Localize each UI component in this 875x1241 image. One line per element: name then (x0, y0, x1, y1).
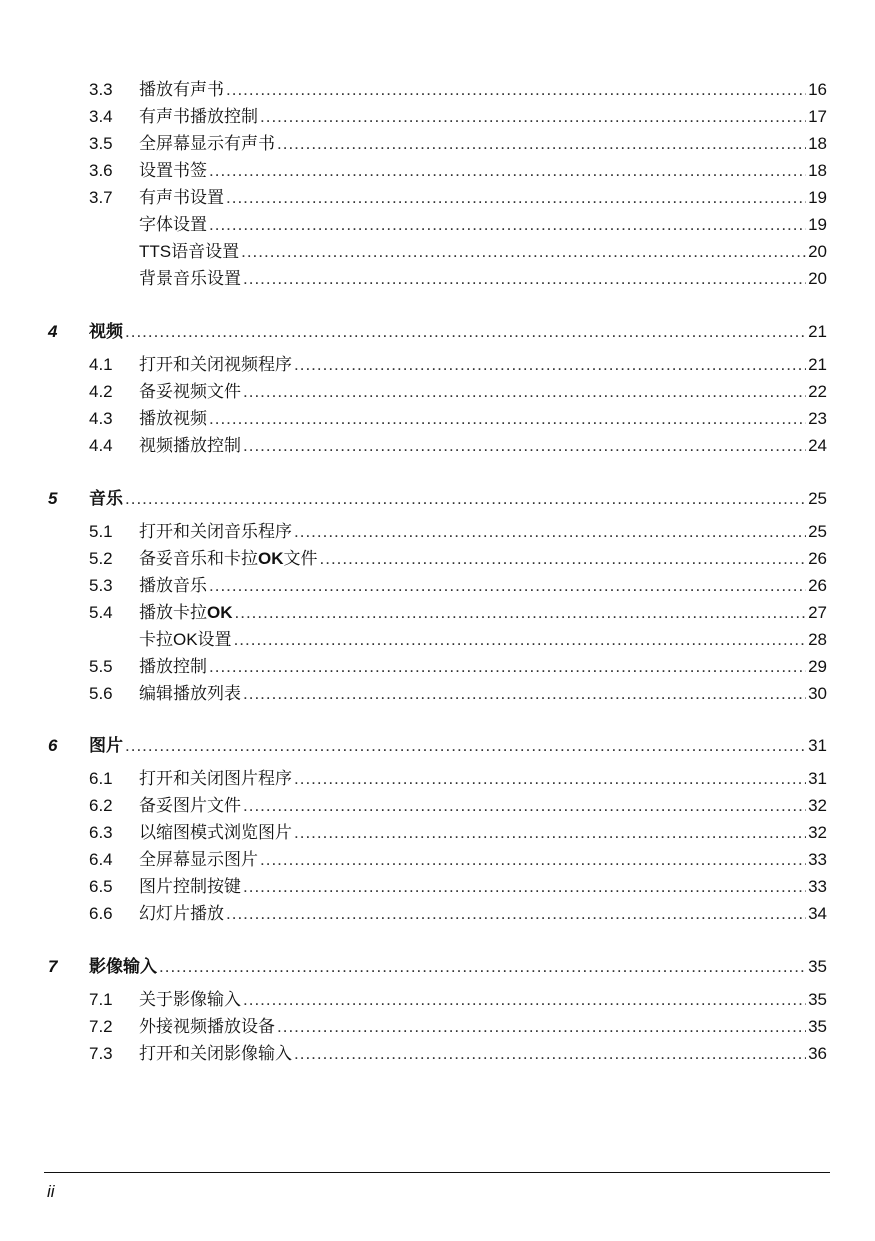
toc-entry-page-number: 35 (808, 1017, 827, 1036)
toc-entry-number: 6.1 (89, 769, 113, 788)
toc-section-entry[interactable] (0, 656, 875, 678)
toc-entry-page-number: 19 (808, 188, 827, 207)
toc-dot-leader (243, 683, 806, 705)
toc-entry-title: 以缩图模式浏览图片 (139, 823, 292, 842)
toc-dot-leader (320, 548, 807, 570)
toc-entry-line (139, 795, 827, 817)
toc-entry-number: 4.3 (89, 409, 113, 428)
toc-entry-page-number: 28 (808, 630, 827, 649)
toc-dot-leader (243, 876, 806, 898)
toc-entry-line (139, 629, 827, 651)
toc-entry-number: 7.3 (89, 1044, 113, 1063)
toc-entry-line (139, 575, 827, 597)
toc-section-entry[interactable] (0, 521, 875, 543)
toc-entry-title: 音乐 (89, 489, 123, 508)
toc-dot-leader (277, 133, 806, 155)
toc-entry-line (139, 822, 827, 844)
toc-dot-leader (209, 656, 806, 678)
toc-section-entry[interactable] (0, 849, 875, 871)
toc-entry-line (139, 435, 827, 457)
footer-page-number: ii (47, 1182, 55, 1201)
toc-entry-page-number: 19 (808, 215, 827, 234)
toc-entry-title-part: 文件 (283, 549, 318, 568)
toc-entry-title: 影像输入 (89, 957, 157, 976)
toc-entry-number: 5.2 (89, 549, 113, 568)
toc-entry-title: 字体设置 (139, 215, 207, 234)
toc-dot-leader (226, 903, 806, 925)
toc-dot-leader (125, 735, 806, 757)
toc-dot-leader (125, 321, 806, 343)
toc-section-entry[interactable] (0, 187, 875, 209)
toc-entry-line (139, 989, 827, 1011)
toc-entry-number: 6 (48, 736, 58, 755)
toc-subentry[interactable] (0, 214, 875, 236)
toc-entry-line (139, 268, 827, 290)
toc-entry-title: 打开和关闭影像输入 (139, 1044, 292, 1063)
toc-dot-leader (159, 956, 806, 978)
toc-entry-title-part: 播放卡拉 (139, 603, 207, 622)
toc-entry-page-number: 33 (808, 877, 827, 896)
toc-entry-page-number: 36 (808, 1044, 827, 1063)
toc-entry-number: 6.3 (89, 823, 113, 842)
toc-entry-page-number: 25 (808, 522, 827, 541)
toc-entry-page-number: 35 (808, 990, 827, 1009)
toc-entry-number: 7.2 (89, 1017, 113, 1036)
toc-entry-page-number: 21 (808, 355, 827, 374)
toc-dot-leader (125, 488, 806, 510)
toc-entry-page-number: 32 (808, 796, 827, 815)
toc-entry-number: 6.2 (89, 796, 113, 815)
toc-entry-title: 打开和关闭视频程序 (139, 355, 292, 374)
toc-entry-number: 3.4 (89, 107, 113, 126)
toc-entry-title: 备妥图片文件 (139, 796, 241, 815)
toc-dot-leader (277, 1016, 806, 1038)
toc-entry-title-bold-part: OK (207, 603, 233, 622)
toc-entry-title: 视频 (89, 322, 123, 341)
toc-dot-leader (294, 768, 806, 790)
toc-entry-title: 关于影像输入 (139, 990, 241, 1009)
toc-section-entry[interactable] (0, 79, 875, 101)
toc-entry-page-number: 21 (808, 322, 827, 341)
toc-entry-line (139, 656, 827, 678)
toc-dot-leader (226, 79, 806, 101)
toc-section-entry[interactable] (0, 160, 875, 182)
toc-entry-line (139, 381, 827, 403)
toc-dot-leader (243, 381, 806, 403)
toc-section-entry[interactable] (0, 903, 875, 925)
toc-entry-number: 3.3 (89, 80, 113, 99)
toc-dot-leader (294, 521, 806, 543)
toc-entry-title: 播放视频 (139, 409, 207, 428)
toc-entry-title-bold-part: OK (258, 549, 284, 568)
toc-entry-number: 6.5 (89, 877, 113, 896)
toc-section-entry[interactable] (0, 548, 875, 570)
toc-dot-leader (241, 241, 806, 263)
toc-section-entry[interactable] (0, 133, 875, 155)
footer-divider (44, 1172, 830, 1173)
toc-section-entry[interactable] (0, 795, 875, 817)
toc-entry-title: 打开和关闭图片程序 (139, 769, 292, 788)
toc-entry-line (139, 214, 827, 236)
toc-entry-line (139, 241, 827, 263)
toc-chapter-entry[interactable] (0, 321, 875, 343)
toc-entry-page-number: 23 (808, 409, 827, 428)
toc-entry-line (139, 106, 827, 128)
toc-entry-number: 5.6 (89, 684, 113, 703)
toc-entry-line (139, 133, 827, 155)
toc-dot-leader (243, 268, 806, 290)
toc-dot-leader (234, 629, 807, 651)
toc-entry-page-number: 25 (808, 489, 827, 508)
toc-section-entry[interactable] (0, 106, 875, 128)
toc-dot-leader (294, 822, 806, 844)
toc-chapter-entry[interactable] (0, 735, 875, 757)
toc-section-entry[interactable] (0, 768, 875, 790)
toc-section-entry[interactable] (0, 435, 875, 457)
toc-entry-title-part: 备妥音乐和卡拉 (139, 549, 258, 568)
toc-section-entry[interactable] (0, 1043, 875, 1065)
toc-section-entry[interactable] (0, 408, 875, 430)
toc-entry-title: 视频播放控制 (139, 436, 241, 455)
toc-entry-line (139, 602, 827, 624)
toc-dot-leader (260, 849, 806, 871)
toc-entry-title: 打开和关闭音乐程序 (139, 522, 292, 541)
toc-entry-line (139, 408, 827, 430)
toc-dot-leader (209, 214, 806, 236)
toc-entry-title: 备妥视频文件 (139, 382, 241, 401)
toc-entry-line (139, 1043, 827, 1065)
toc-dot-leader (209, 575, 806, 597)
toc-entry-page-number: 24 (808, 436, 827, 455)
toc-dot-leader (235, 602, 807, 624)
toc-entry-line (139, 187, 827, 209)
toc-dot-leader (243, 989, 806, 1011)
toc-entry-page-number: 16 (808, 80, 827, 99)
toc-entry-number: 5.4 (89, 603, 113, 622)
toc-entry-page-number: 20 (808, 269, 827, 288)
toc-section-entry[interactable] (0, 381, 875, 403)
toc-entry-line (139, 548, 827, 570)
toc-entry-title: 全屏幕显示有声书 (139, 134, 275, 153)
toc-entry-title: 图片控制按键 (139, 877, 241, 896)
toc-entry-line (139, 160, 827, 182)
toc-entry-line (139, 876, 827, 898)
toc-dot-leader (226, 187, 806, 209)
toc-entry-line (89, 321, 827, 343)
toc-section-entry[interactable] (0, 989, 875, 1011)
toc-entry-page-number: 31 (808, 736, 827, 755)
toc-entry-title: 图片 (89, 736, 123, 755)
toc-entry-page-number: 31 (808, 769, 827, 788)
toc-entry-line (89, 488, 827, 510)
toc-entry-line (139, 849, 827, 871)
toc-dot-leader (243, 795, 806, 817)
toc-subentry[interactable] (0, 268, 875, 290)
toc-entry-number: 5.5 (89, 657, 113, 676)
toc-entry-title: TTS语音设置 (139, 242, 240, 261)
toc-entry-line (139, 768, 827, 790)
toc-entry-title: 播放音乐 (139, 576, 207, 595)
toc-entry-title: 播放有声书 (139, 80, 224, 99)
toc-entry-number: 3.5 (89, 134, 113, 153)
toc-dot-leader (294, 1043, 806, 1065)
toc-section-entry[interactable] (0, 822, 875, 844)
toc-entry-page-number: 32 (808, 823, 827, 842)
toc-entry-line (89, 956, 827, 978)
toc-entry-page-number: 18 (808, 134, 827, 153)
toc-section-entry[interactable] (0, 876, 875, 898)
toc-entry-number: 5 (48, 489, 58, 508)
toc-entry-line (139, 903, 827, 925)
toc-entry-number: 6.4 (89, 850, 113, 869)
toc-entry-page-number: 30 (808, 684, 827, 703)
toc-entry-line (139, 354, 827, 376)
toc-entry-page-number: 17 (808, 107, 827, 126)
toc-entry-page-number: 35 (808, 957, 827, 976)
toc-entry-number: 4 (48, 322, 58, 341)
toc-entry-line (139, 521, 827, 543)
toc-entry-title: 幻灯片播放 (139, 904, 224, 923)
toc-entry-title: 外接视频播放设备 (139, 1017, 275, 1036)
toc-entry-number: 3.6 (89, 161, 113, 180)
toc-subentry[interactable] (0, 241, 875, 263)
toc-entry-number: 6.6 (89, 904, 113, 923)
toc-dot-leader (294, 354, 806, 376)
toc-entry-line (139, 1016, 827, 1038)
toc-entry-page-number: 22 (808, 382, 827, 401)
toc-chapter-entry[interactable] (0, 488, 875, 510)
toc-entry-page-number: 29 (808, 657, 827, 676)
toc-entry-title: 背景音乐设置 (139, 269, 241, 288)
toc-dot-leader (209, 160, 806, 182)
toc-entry-number: 5.1 (89, 522, 113, 541)
toc-subentry[interactable] (0, 629, 875, 651)
toc-chapter-entry[interactable] (0, 956, 875, 978)
toc-entry-page-number: 34 (808, 904, 827, 923)
toc-entry-number: 4.1 (89, 355, 113, 374)
toc-entry-title: 编辑播放列表 (139, 684, 241, 703)
toc-entry-page-number: 26 (808, 549, 827, 568)
toc-entry-number: 5.3 (89, 576, 113, 595)
toc-entry-title: 设置书签 (139, 161, 207, 180)
toc-section-entry[interactable] (0, 1016, 875, 1038)
toc-entry-title: 播放控制 (139, 657, 207, 676)
toc-entry-page-number: 26 (808, 576, 827, 595)
toc-entry-number: 4.2 (89, 382, 113, 401)
toc-section-entry[interactable] (0, 354, 875, 376)
toc-entry-page-number: 20 (808, 242, 827, 261)
toc-entry-title: 卡拉OK设置 (139, 630, 232, 649)
toc-entry-title (139, 602, 233, 624)
toc-entry-line (89, 735, 827, 757)
toc-entry-number: 7 (48, 957, 58, 976)
toc-entry-title: 有声书播放控制 (139, 107, 258, 126)
toc-dot-leader (209, 408, 806, 430)
toc-entry-title: 全屏幕显示图片 (139, 850, 258, 869)
toc-section-entry[interactable] (0, 683, 875, 705)
toc-entry-number: 7.1 (89, 990, 113, 1009)
toc-dot-leader (243, 435, 806, 457)
toc-entry-page-number: 33 (808, 850, 827, 869)
toc-entry-line (139, 79, 827, 101)
toc-entry-page-number: 27 (808, 603, 827, 622)
toc-entry-line (139, 683, 827, 705)
toc-section-entry[interactable] (0, 602, 875, 624)
toc-entry-page-number: 18 (808, 161, 827, 180)
toc-dot-leader (260, 106, 806, 128)
toc-entry-title: 有声书设置 (139, 188, 224, 207)
toc-entry-title (139, 548, 318, 570)
toc-section-entry[interactable] (0, 575, 875, 597)
toc-entry-number: 3.7 (89, 188, 113, 207)
toc-entry-number: 4.4 (89, 436, 113, 455)
